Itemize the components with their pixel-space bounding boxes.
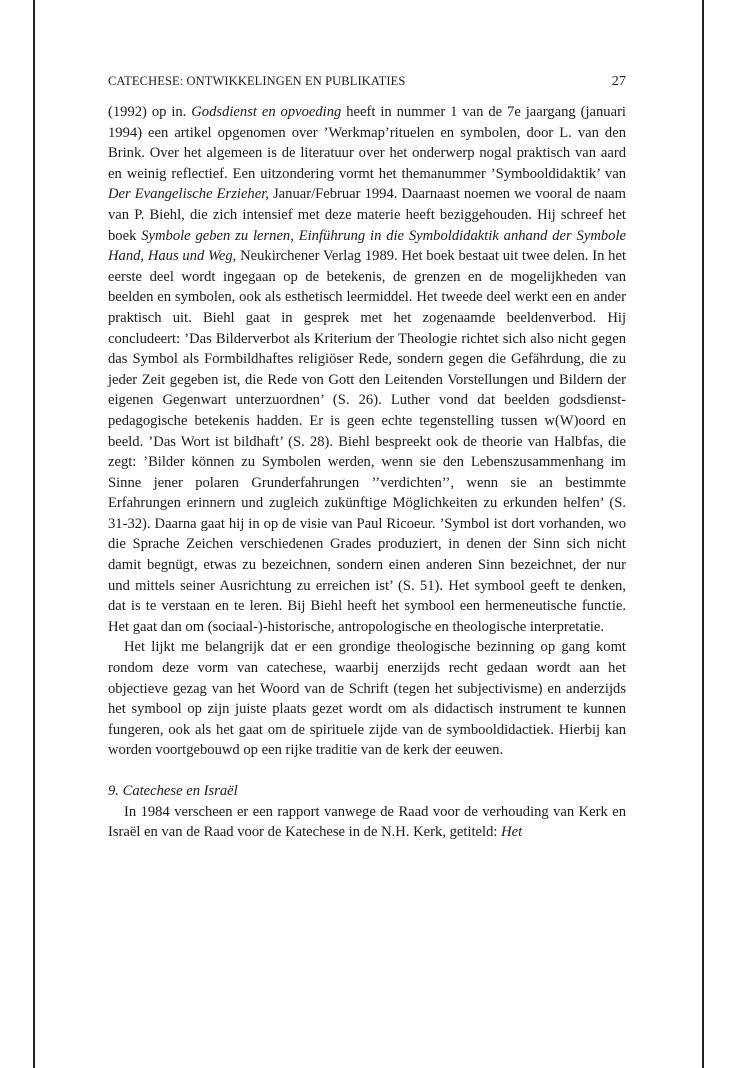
body-text	[108, 102, 626, 843]
text-run: (1992) op in.	[108, 104, 192, 120]
italic-title-run: Het	[501, 824, 523, 841]
page-number: 27	[611, 74, 626, 89]
paragraph-israel	[108, 802, 626, 843]
italic-title-run: Godsdienst en opvoeding	[191, 104, 342, 120]
text-run: Januar/Februar 1994. Daarnaast noemen we vooral de naam van P. Biehl, die zich intensief met deze materie heeft beziggehouden. Hij schreef het boek	[108, 186, 626, 244]
text-run: In 1984 verscheen er een rapport vanwege de Raad voor de verhouding van Kerk en Israël en van de Raad voor de Katechese in de N.H. Kerk, getiteld:	[108, 803, 626, 841]
running-title: CATECHESE: ONTWIKKELINGEN EN PUBLIKATIES	[108, 74, 406, 88]
text-run: heeft in nummer 1 van de 7e jaargang (januari 1994) een artikel opgenomen over ’Werkmap’rituelen en symbolen, door L. van den Brink. Over het algemeen is de literatuur over het onderwerp nogal praktisch van aard en weinig reflectief. Een uitzondering vormt het themanummer ’Symbooldidaktik’ van	[108, 104, 626, 182]
paragraph-biehl	[108, 102, 626, 637]
right-page-edge	[702, 0, 704, 1068]
text-run: Neukirchener Verlag 1989. Het boek bestaat uit twee delen. In het eerste deel wordt ingegaan op de betekenis, de grenzen en de mogelijkheden van beelden en symbolen, ook als esthetisch leermiddel. Het tweede deel werkt een en ander praktisch uit. Biehl gaat in gesprek met het zogenaamde beeldenverbod. Hij concludeert: ’Das Bilderverbot als Kriterium der Theologie richtet sich also nicht gegen das Symbol als Formbildhaftes religiöser Rede, sondern gegen die Gefährdung, die zu jeder Zeit gegeben ist, die Rede von Gott den Leitenden Vorstellungen und Bildern der eigenen Gegenwart unterzuordnen’ (S. 26). Luther vond dat beelden godsdienstpedagogische betekenis hadden. Er is geen echte tegenstelling tussen w(W)oord en beeld. ’Das Wort ist bildhaft’ (S. 28). Biehl bespreekt ook de theorie van Halbfas, die zegt: ’Bilder können zu Symbolen werden, wenn sie den Lebenszusammenhang im Sinne jener polaren Grunderfahrungen ’’verdichten’’, wenn sie an bestimmte Erfahrungen erinnern und zugleich zukünftige Möglichkeiten zu erkunden helfen’ (S. 31-32). Daarna gaat hij in op de visie van Paul Ricoeur. ’Symbol ist dort vorhanden, wo die Sprache Zeichen verschiedenen Grades produziert, in denen der Sinn sich nicht damit begnügt, etwas zu bezeichnen, sondern einen anderen Sinn bezeichnet, der nur und mittels seiner Ausrichtung zu erreichen ist’ (S. 51). Het symbool geeft te denken, dat is te verstaan en te leren. Bij Biehl heeft het symbool een hermeneutische functie. Het gaat dan om (sociaal-)-historische, antropologische en theologische interpretatie.	[108, 248, 626, 635]
italic-title-run: Der Evangelische Erzieher,	[108, 186, 269, 203]
section-heading: 9. Catechese en Israël	[108, 783, 238, 799]
paragraph-reflection: Het lijkt me belangrijk dat er een grondige theologische bezinning op gang komt rondom deze vorm van catechese, waarbij enerzijds recht gedaan wordt aan het objectieve gezag van het Woord van de Schrift (tegen het subjectivisme) en anderzijds het symbool op zijn juiste plaats gezet wordt om als didactisch instrument te kunnen fungeren, ook als het gaat om de spirituele zijde van de symbooldidactiek. Hierbij kan worden voortgebouwd op een rijke traditie van de kerk der eeuwen.	[108, 639, 626, 759]
left-page-edge	[33, 0, 35, 1068]
italic-title-run: Symbole geben zu lernen, Einführung in die Symboldidaktik anhand der Symbole Hand, Haus und Weg,	[108, 227, 626, 265]
